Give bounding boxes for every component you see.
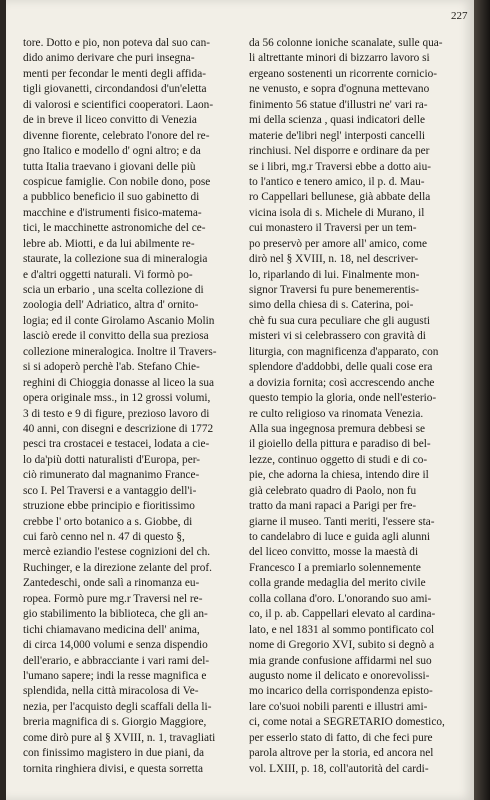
text-line: tici, le macchinette astronomiche del ce- [23, 222, 206, 235]
text-line: giarne il museo. Tanti meriti, l'essere sta- [249, 515, 435, 528]
text-line: di valorosi e scientifici cooperatori. Laon- [23, 98, 214, 111]
text-line: li altrettante minori di bizzarro lavoro si [249, 52, 430, 65]
text-line: se i libri, mg.r Traversi ebbe a dotto aiu- [249, 160, 431, 173]
text-line: tigli giovanetti, circondandosi d'un'eletta [23, 83, 207, 96]
text-line: parola altrove per la storia, ed ancora nel [249, 747, 434, 760]
text-line: collezione mineralogica. Inoltre il Travers- [23, 345, 217, 358]
text-line: de in breve il liceo convitto di Venezia [23, 114, 197, 127]
text-line: ci, come notai a SEGRETARIO domestico, [249, 716, 445, 729]
text-line: mercè eziandio l'estese cognizioni del ch. [23, 546, 211, 559]
text-line: co, il p. ab. Cappellari elevato al cardina- [249, 608, 436, 621]
text-line: mo incarico della corrispondenza episto- [249, 685, 433, 698]
book-page [6, 0, 474, 800]
text-line: colla collana d'oro. L'onorando suo ami- [249, 592, 432, 605]
text-line: to l'antico e tenero amico, il p. d. Mau- [249, 175, 425, 188]
text-line: simo della chiesa di s. Caterina, poi- [249, 299, 414, 312]
text-line: finimento 56 statue d'illustri ne' vari ra- [249, 98, 428, 111]
text-line: ropea. Formò pure mg.r Traversi nel re- [23, 592, 203, 605]
book-spine-shadow [474, 0, 490, 800]
text-line: di circa 14,000 volumi e senza dispendio [23, 639, 208, 652]
text-line: mi della scienza , quasi indicatori delle [249, 114, 425, 127]
text-line: zoologia dell' Adriatico, altra d' ornito- [23, 299, 199, 312]
text-line: menti per fecondar le menti degli affida- [23, 67, 206, 80]
text-line: breria magnifica di s. Giorgio Maggiore, [23, 716, 207, 729]
text-line: vicina isola di s. Michele di Murano, il [249, 206, 425, 219]
text-line: pie, che adorna la chiesa, intendo dire il [249, 469, 429, 482]
text-line: Francesco I a premiarlo solennemente [249, 561, 421, 574]
text-line: chè fu sua cura peculiare che gli augusti [249, 314, 430, 327]
text-line: 40 anni, con disegni e descrizione di 1772 [23, 422, 214, 435]
text-line: Zantedeschi, onde salì a rinomanza eu- [23, 577, 200, 590]
text-line: augusto nome il delicato e onorevolissi- [249, 669, 430, 682]
text-line: da 56 colonne ioniche scanalate, sulle qua- [249, 37, 443, 49]
text-line: tratto da mani rapaci a Parigi per fre- [249, 500, 417, 513]
text-line: crebbe l' orto botanico a s. Giobbe, di [23, 515, 193, 528]
text-line: pesci tra crostacei e testacei, lodata a cie- [23, 438, 210, 451]
text-line: lare co'suoi nobili parenti e illustri ami- [249, 700, 428, 713]
text-line: lasciò erede il convitto della sua preziosa [23, 330, 209, 343]
text-line: a dovizia fornita; così accrescendo anche [249, 376, 435, 389]
text-line: a pubblico beneficio il suo gabinetto di [23, 191, 200, 204]
text-line: liturgia, con magnificenza d'apparato, con [249, 345, 439, 358]
text-line: struzione ebbe principio e fioritissimo [23, 500, 195, 513]
left-text-column [23, 36, 238, 777]
text-line: cui farò cenno nel n. 47 di questo §, [23, 531, 185, 543]
text-line: splendida, nella città miracolosa di Ve- [23, 685, 199, 698]
text-line: mia grande confusione affidarmi nel suo [249, 654, 432, 667]
text-line: dido animo derivare che puri insegna- [23, 52, 195, 65]
text-line: materie de'libri negl' interposti cancelli [249, 129, 425, 142]
text-line: gio stabilimento la biblioteca, che gli an- [23, 608, 208, 621]
text-line: signor Traversi fu pure benemerentis- [249, 284, 420, 296]
text-line: lezze, continuo oggetto di studi e di co- [249, 453, 428, 466]
text-line: re culto religioso va rinomata Venezia. [249, 407, 424, 420]
text-line: tore. Dotto e pio, non poteva dal suo can- [23, 37, 210, 49]
text-line: tichi chiamavano medicina dell' anima, [23, 623, 200, 636]
text-line: per esserlo stato di fatto, di che feci pure [249, 731, 433, 744]
text-line: divenne fiorente, celebrato l'onore del re- [23, 129, 210, 142]
text-line: nome di Gregorio XVI, subito si degnò a [249, 639, 435, 652]
text-line: e d'altri oggetti naturali. Vi formò po- [23, 268, 193, 281]
text-line: to candelabro di luce e guida agli alunni [249, 531, 430, 543]
text-line: gno Italico e modello d' ogni altro; e da [23, 145, 201, 158]
text-line: po preservò per amore all' amico, come [249, 237, 428, 250]
text-line: come dirò pure al § XVIII, n. 1, travagliati [23, 731, 216, 744]
text-line: tutta Italia traevano i giovani delle più [23, 160, 196, 173]
text-line: cospicue famiglie. Con nobile dono, pose [23, 175, 211, 188]
text-line: reghini di Chioggia donasse al liceo la sua [23, 376, 215, 389]
text-line: Ruchinger, e la direzione zelante del prof. [23, 561, 212, 574]
text-line: logia; ed il conte Girolamo Ascanio Molin [23, 314, 215, 327]
text-line: l'umano sapere; indi la resse magnifica e [23, 669, 207, 682]
text-line: dirò nel § XVIII, n. 18, nel descriver- [249, 253, 419, 266]
right-text-column [249, 36, 464, 777]
text-line: si si adoperò perchè l'ab. Stefano Chie- [23, 361, 200, 374]
text-line: vol. LXIII, p. 18, coll'autorità del cardi- [249, 762, 429, 775]
text-line: ro Cappellari bellunese, già abbate della [249, 191, 431, 204]
text-line: lebre ab. Miotti, e da lui abilmente re- [23, 237, 195, 250]
text-line: colla grande medaglia del merito civile [249, 577, 426, 590]
text-line: cui monastero il Traversi per un tem- [249, 222, 417, 235]
text-line: staurate, la collezione sua di mineralogia [23, 253, 208, 266]
text-line: ergeano sostenenti un ricorrente cornicio- [249, 67, 437, 80]
text-line: nezia, per l'acquisto degli scaffali della li- [23, 700, 212, 713]
page-number: 227 [451, 10, 468, 22]
text-line: del liceo convitto, mosse la maestà di [249, 546, 419, 559]
text-line: splendore d'addobbi, delle quali cose era [249, 361, 433, 374]
text-line: opera originale mss., in 12 grossi volumi, [23, 392, 211, 405]
text-line: tornita ringhiera divisi, e questa sorretta [23, 762, 204, 775]
text-line: Alla sua ingegnosa premura debbesi se [249, 422, 425, 435]
text-line: già celebrato quadro di Paolo, non fu [249, 484, 417, 497]
text-line: 3 di testo e 9 di figure, prezioso lavoro di [23, 407, 210, 420]
text-line: lo, riparlando di lui. Finalmente mon- [249, 268, 420, 281]
text-line: misteri vi si celebrassero con gravità di [249, 330, 426, 343]
text-line: ciò rimunerato dal magnanimo France- [23, 469, 200, 482]
text-line: sco I. Pel Traversi e a vantaggio dell'i- [23, 484, 197, 497]
text-line: scia un erbario , una scelta collezione di [23, 284, 204, 296]
text-line: rinchiusi. Nel disporre e ordinare da per [249, 145, 430, 158]
text-line: ne venusto, e sopra d'ognuna mettevano [249, 83, 430, 96]
text-line: con finissimo magistero in due piani, da [23, 747, 205, 760]
text-line: macchine e d'istrumenti fisico-matema- [23, 206, 202, 219]
text-line: lo da'più dotti naturalisti d'Europa, per- [23, 453, 201, 466]
text-line: questo tempio la gloria, onde nell'esterio- [249, 392, 437, 405]
text-line: lato, e nel 1831 al sommo pontificato col [249, 623, 435, 636]
text-line: dell'erario, e abbracciante i vari rami del- [23, 654, 210, 667]
text-line: il gioiello della pittura e paradiso di bel- [249, 438, 431, 451]
